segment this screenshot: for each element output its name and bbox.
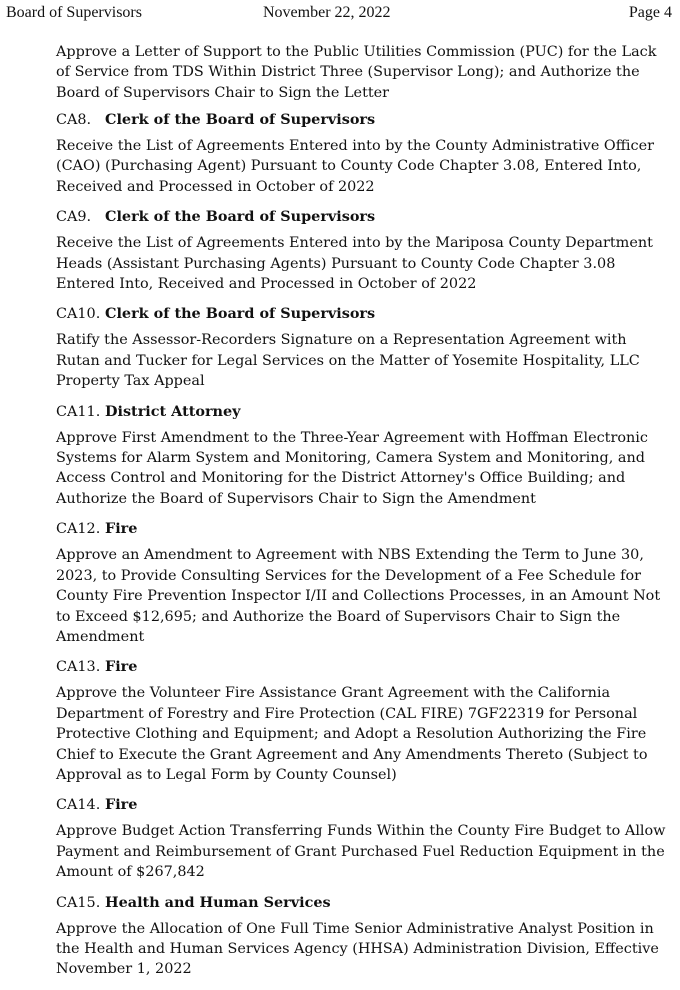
agenda-item [56, 304, 674, 391]
agenda-item [56, 402, 674, 510]
agenda-item-code: CA13. [56, 659, 101, 676]
agenda-item-code: CA12. [56, 521, 101, 538]
agenda-item-code: CA14. [56, 797, 101, 814]
agenda-item-description: Approve an Amendment to Agreement with NBS Extending the Term to June 30, 2023, to Provide Consulting Services for the Development of a Fee Schedule for County Fire Prevention Inspector I/II and Collections Processes, in an Amount Not to Exceed $12,695; and Authorize the Board of Supervisors Chair to Sign the Amendment [56, 547, 661, 645]
page-header [6, 4, 674, 24]
agenda-item-department: Fire [105, 658, 138, 676]
agenda-item-department: Health and Human Services [105, 893, 331, 911]
agenda-item-description: Approve First Amendment to the Three-Year Agreement with Hoffman Electronic Systems for Alarm System and Monitoring, Camera System and Monitoring, and Access Control and Monitoring for the District Attorney's Office Building; and Authorize the Board of Supervisors Chair to Sign the Amendment [56, 429, 648, 507]
agenda-item-code: CA9. [56, 209, 92, 226]
agenda-item-heading [56, 304, 674, 324]
agenda-item-description: Ratify the Assessor-Recorders Signature on a Representation Agreement with Rutan and Tucker for Legal Services on the Matter of Yosemite Hospitality, LLC Property Tax Appeal [56, 332, 640, 390]
agenda-item-heading [56, 893, 674, 913]
header-meeting-date: November 22, 2022 [263, 4, 391, 21]
agenda-item-heading [56, 402, 674, 422]
agenda-item-code: CA15. [56, 894, 101, 911]
agenda-item-heading [56, 795, 674, 815]
agenda-item-description: Approve Budget Action Transferring Funds Within the County Fire Budget to Allow Payment and Reimbursement of Grant Purchased Fuel Reduction Equipment in the Amount of $267,842 [56, 823, 666, 881]
agenda-item-description: Receive the List of Agreements Entered into by the Mariposa County Department Heads (Assistant Purchasing Agents) Pursuant to County Code Chapter 3.08 Entered Into, Received and Processed in October of 2022 [56, 235, 653, 293]
agenda-item-description: Approve the Volunteer Fire Assistance Grant Agreement with the California Department of Forestry and Fire Protection (CAL FIRE) 7GF22319 for Personal Protective Clothing and Equipment; and Adopt a Resolution Authorizing the Fire Chief to Execute the Grant Agreement and Any Amendments Thereto (Subject to Approval as to Legal Form by County Counsel) [56, 685, 648, 783]
agenda-item-department: Clerk of the Board of Supervisors [105, 111, 376, 128]
agenda-item-department: District Attorney [105, 402, 241, 420]
agenda-item [56, 207, 674, 294]
agenda-item [56, 657, 674, 785]
agenda-item-description: Receive the List of Agreements Entered into by the County Administrative Officer (CAO) (Purchasing Agent) Pursuant to County Code Chapter 3.08, Entered Into, Received and Processed in October of 2022 [56, 138, 654, 195]
agenda-item-department: Clerk of the Board of Supervisors [105, 208, 376, 226]
agenda-item [56, 795, 674, 882]
agenda-item-department: Fire [105, 520, 138, 538]
agenda-item-heading [56, 657, 674, 677]
agenda-item-code: CA11. [56, 403, 101, 420]
header-board-name: Board of Supervisors [6, 4, 142, 21]
agenda-item-heading [56, 110, 674, 130]
consent-agenda-items [56, 110, 674, 990]
agenda-item-department: Clerk of the Board of Supervisors [105, 305, 376, 323]
agenda-item [56, 110, 674, 197]
agenda-item-code: CA10. [56, 306, 101, 323]
header-page-number: Page 4 [628, 4, 672, 21]
carryover-item-text: Approve a Letter of Support to the Public Utilities Commission (PUC) for the Lack of Service from TDS Within District Three (Supervisor Long); and Authorize the Board of Supervisors Chair to Sign the Letter [56, 44, 657, 101]
agenda-item-heading [56, 207, 674, 227]
agenda-item-description: Approve the Allocation of One Full Time Senior Administrative Analyst Position in the Health and Human Services Agency (HHSA) Administration Division, Effective November 1, 2022 [56, 920, 659, 978]
agenda-item [56, 893, 674, 980]
agenda-item-heading [56, 519, 674, 539]
agenda-item-department: Fire [105, 796, 138, 814]
agenda-item-code: CA8. [56, 112, 92, 128]
agenda-item [56, 519, 674, 647]
